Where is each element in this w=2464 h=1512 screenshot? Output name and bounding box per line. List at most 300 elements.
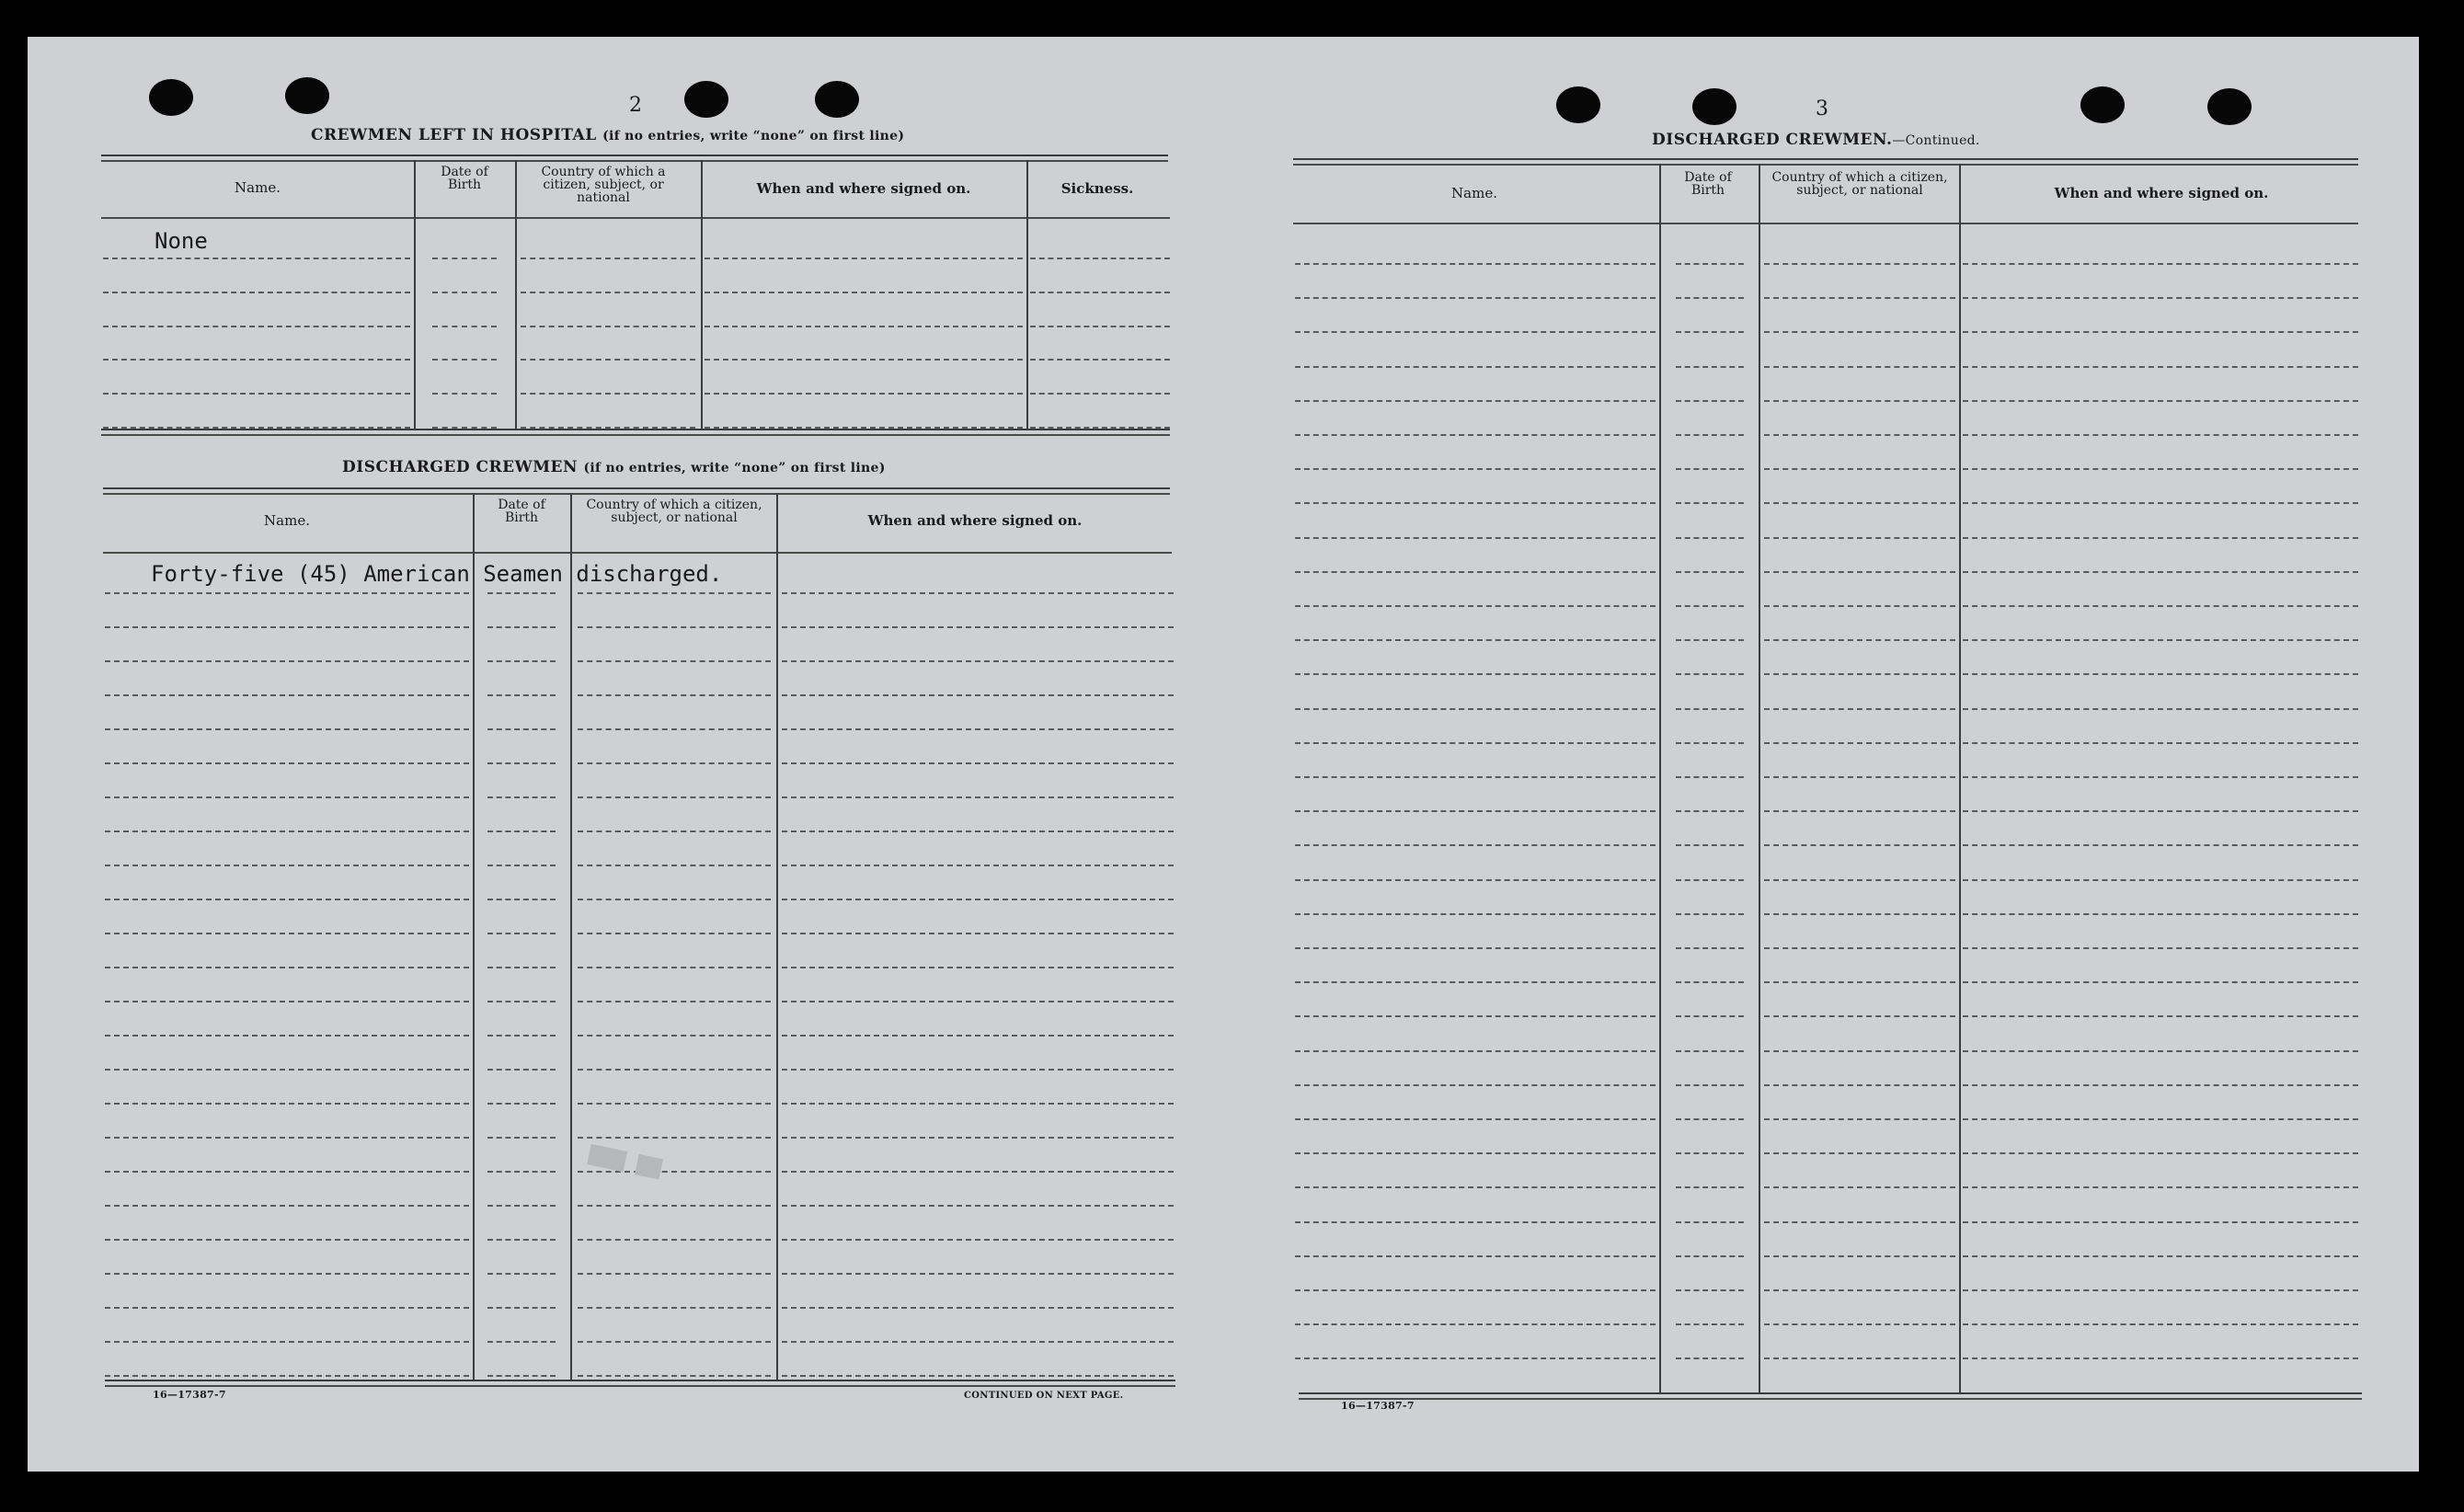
ruled-line [782, 1341, 1174, 1343]
ruled-line [1764, 1015, 1955, 1017]
form-number: 16—17387-7 [1341, 1400, 1415, 1412]
ruled-line [1676, 605, 1744, 607]
ruled-line [1676, 776, 1744, 778]
ruled-line [1963, 708, 2358, 710]
punch-hole [149, 79, 193, 116]
ruled-line [487, 1341, 556, 1343]
ruled-line [782, 592, 1174, 594]
ruled-line [1963, 1050, 2358, 1052]
ruled-line [105, 1069, 469, 1071]
ruled-line [705, 258, 1023, 259]
right-header-dob: Date of Birth [1684, 170, 1732, 198]
ruled-line [782, 933, 1174, 934]
ruled-line [1295, 1255, 1656, 1257]
ruled-line [1764, 947, 1955, 949]
ruled-line [1963, 947, 2358, 949]
ruled-line [1676, 263, 1744, 265]
ruled-line [1295, 537, 1656, 539]
ruled-line [105, 1375, 469, 1377]
ruled-line [1764, 1323, 1955, 1325]
ruled-line [487, 933, 556, 934]
ruled-line [1963, 844, 2358, 846]
ruled-line [105, 1205, 469, 1207]
ruled-line [1764, 537, 1955, 539]
ruled-line [105, 1171, 469, 1173]
ruled-line [1295, 913, 1656, 915]
rule [101, 160, 1168, 162]
hospital-header-name: Name. [235, 179, 281, 196]
ruled-line [1676, 1050, 1744, 1052]
right-title-text: DISCHARGED CREWMEN. [1652, 131, 1893, 149]
ruled-line [782, 1205, 1174, 1207]
hospital-title-note: (if no entries, write “none” on first line) [602, 129, 905, 143]
ruled-line [1295, 776, 1656, 778]
rule [1293, 164, 2358, 166]
ruled-line [1295, 434, 1656, 436]
ruled-line [1764, 297, 1955, 299]
ruled-line [487, 1205, 556, 1207]
rule [101, 155, 1168, 156]
rule [1299, 1392, 2362, 1394]
rule [101, 434, 1170, 436]
page-number: 2 [629, 94, 642, 117]
ruled-line [578, 694, 771, 696]
discharged-title-note: (if no entries, write “none” on first line) [583, 461, 886, 475]
ruled-line [1764, 502, 1955, 504]
ruled-line [1676, 947, 1744, 949]
ruled-line [578, 967, 771, 968]
column-divider [776, 493, 778, 1380]
rule [103, 493, 1170, 495]
discharged-header-country: Country of which a citizen, subject, or national [586, 498, 762, 525]
ruled-line [1963, 1323, 2358, 1325]
ruled-line [1963, 673, 2358, 675]
column-divider [701, 160, 703, 429]
column-divider [1026, 160, 1028, 429]
ruled-line [705, 292, 1023, 293]
ruled-line [578, 1137, 771, 1139]
ruled-line [782, 1171, 1174, 1173]
ruled-line [782, 1137, 1174, 1139]
ruled-line [432, 393, 497, 395]
ruled-line [103, 326, 410, 327]
ruled-line [521, 258, 695, 259]
ruled-line [521, 359, 695, 361]
rule [103, 552, 1172, 554]
ruled-line [1676, 810, 1744, 812]
ruled-line [1963, 981, 2358, 983]
punch-hole [1692, 88, 1736, 125]
ruled-line [578, 1375, 771, 1377]
ruled-line [1764, 1221, 1955, 1223]
ruled-line [1676, 1357, 1744, 1359]
ruled-line [1764, 1084, 1955, 1086]
ruled-line [1963, 810, 2358, 812]
ruled-line [105, 1273, 469, 1275]
ruled-line [1676, 297, 1744, 299]
continued-note: CONTINUED ON NEXT PAGE. [964, 1391, 1124, 1401]
ruled-line [1295, 708, 1656, 710]
ruled-line [487, 1069, 556, 1071]
ruled-line [1295, 468, 1656, 470]
column-divider [570, 493, 572, 1380]
ruled-line [578, 865, 771, 866]
ruled-line [432, 326, 497, 327]
ruled-line [105, 728, 469, 730]
ruled-line [1295, 1050, 1656, 1052]
ruled-line [1295, 1221, 1656, 1223]
ruled-line [1295, 1152, 1656, 1154]
ruled-line [1764, 1357, 1955, 1359]
ruled-line [1295, 981, 1656, 983]
ruled-line [487, 1307, 556, 1309]
ruled-line [1764, 434, 1955, 436]
ruled-line [1295, 502, 1656, 504]
ruled-line [487, 592, 556, 594]
ruled-line [1963, 1221, 2358, 1223]
ruled-line [105, 899, 469, 900]
ruled-line [578, 1239, 771, 1241]
right-header-name: Name. [1451, 185, 1497, 201]
ruled-line [1963, 1255, 2358, 1257]
ruled-line [105, 865, 469, 866]
ruled-line [1676, 1015, 1744, 1017]
ruled-line [1676, 366, 1744, 368]
discharged-first-entry: Forty-five (45) American Seamen discharged. [151, 561, 723, 587]
ruled-line [521, 326, 695, 327]
ruled-line [578, 796, 771, 798]
ruled-line [578, 1001, 771, 1002]
ruled-line [578, 1035, 771, 1037]
ruled-line [1764, 742, 1955, 744]
ruled-line [1676, 981, 1744, 983]
ruled-line [1963, 297, 2358, 299]
ruled-line [487, 660, 556, 662]
ruled-line [782, 660, 1174, 662]
ruled-line [1295, 400, 1656, 402]
ruled-line [1764, 571, 1955, 573]
punch-hole [1556, 86, 1600, 123]
ruled-line [1963, 1357, 2358, 1359]
discharged-title-text: DISCHARGED CREWMEN [342, 458, 579, 476]
ruled-line [578, 1171, 771, 1173]
ruled-line [1295, 810, 1656, 812]
ruled-line [487, 1035, 556, 1037]
ruled-line [105, 1239, 469, 1241]
ruled-line [487, 796, 556, 798]
ruled-line [105, 1035, 469, 1037]
ruled-line [1963, 331, 2358, 333]
ruled-line [578, 899, 771, 900]
ruled-line [578, 1341, 771, 1343]
ruled-line [487, 694, 556, 696]
ruled-line [1764, 1289, 1955, 1291]
ruled-line [1295, 1357, 1656, 1359]
ruled-line [1963, 1015, 2358, 1017]
ruled-line [1764, 1050, 1955, 1052]
ruled-line [487, 830, 556, 832]
right-header-country: Country of which a citizen, subject, or national [1771, 170, 1948, 198]
ruled-line [782, 796, 1174, 798]
ruled-line [487, 762, 556, 764]
ruled-line [1295, 1186, 1656, 1188]
ruled-line [782, 1103, 1174, 1105]
ruled-line [432, 359, 497, 361]
ruled-line [578, 1307, 771, 1309]
ruled-line [1295, 263, 1656, 265]
ruled-line [103, 258, 410, 259]
ruled-line [1030, 258, 1170, 259]
ruled-line [1764, 673, 1955, 675]
ruled-line [578, 1069, 771, 1071]
ruled-line [1676, 879, 1744, 881]
ruled-line [487, 1273, 556, 1275]
column-divider [515, 160, 517, 429]
ruled-line [1676, 468, 1744, 470]
ruled-line [1676, 1221, 1744, 1223]
ruled-line [1963, 1152, 2358, 1154]
ruled-line [1676, 913, 1744, 915]
ruled-line [1764, 1118, 1955, 1120]
ruled-line [1676, 1118, 1744, 1120]
ruled-line [487, 865, 556, 866]
ruled-line [1295, 331, 1656, 333]
discharged-header-signed-on: When and where signed on. [867, 512, 1083, 529]
ruled-line [1764, 1255, 1955, 1257]
ruled-line [487, 899, 556, 900]
punch-hole [815, 81, 859, 118]
ruled-line [578, 933, 771, 934]
ruled-line [105, 933, 469, 934]
ruled-line [105, 592, 469, 594]
ruled-line [782, 728, 1174, 730]
ruled-line [1963, 1289, 2358, 1291]
ruled-line [578, 626, 771, 628]
ruled-line [1676, 502, 1744, 504]
ruled-line [1676, 571, 1744, 573]
rule [1293, 223, 2358, 224]
ruled-line [782, 830, 1174, 832]
ruled-line [1295, 1118, 1656, 1120]
ruled-line [1295, 844, 1656, 846]
ruled-line [782, 865, 1174, 866]
ruled-line [1963, 742, 2358, 744]
discharged-header-name: Name. [264, 512, 310, 529]
ruled-line [105, 762, 469, 764]
ruled-line [1963, 502, 2358, 504]
ruled-line [487, 1375, 556, 1377]
ruled-line [1295, 1323, 1656, 1325]
right-section-title [1652, 131, 1980, 149]
ruled-line [1676, 742, 1744, 744]
ruled-line [782, 1069, 1174, 1071]
ruled-line [578, 1103, 771, 1105]
punch-hole [285, 77, 329, 114]
ruled-line [1676, 1323, 1744, 1325]
ruled-line [578, 1273, 771, 1275]
ruled-line [1676, 537, 1744, 539]
ruled-line [1963, 1186, 2358, 1188]
hospital-header-dob: Date of Birth [441, 165, 488, 192]
rule [105, 1380, 1175, 1381]
ruled-line [1295, 947, 1656, 949]
ruled-line [1676, 639, 1744, 641]
ruled-line [782, 1273, 1174, 1275]
ruled-line [105, 626, 469, 628]
ruled-line [105, 1001, 469, 1002]
ruled-line [1676, 708, 1744, 710]
ruled-line [1030, 393, 1170, 395]
ruled-line [1764, 468, 1955, 470]
ruled-line [487, 1239, 556, 1241]
ruled-line [1295, 605, 1656, 607]
ruled-line [1295, 1289, 1656, 1291]
ruled-line [105, 1103, 469, 1105]
ruled-line [103, 359, 410, 361]
rule [1293, 158, 2358, 160]
punch-hole [2207, 88, 2252, 125]
ruled-line [782, 1375, 1174, 1377]
right-title-suffix: —Continued. [1892, 133, 1980, 148]
rule [105, 1385, 1175, 1387]
ruled-line [1295, 1084, 1656, 1086]
ruled-line [1963, 639, 2358, 641]
ruled-line [105, 1137, 469, 1139]
hospital-first-entry: None [155, 228, 208, 254]
ruled-line [1963, 776, 2358, 778]
ruled-line [705, 393, 1023, 395]
ruled-line [1676, 1084, 1744, 1086]
ruled-line [1295, 366, 1656, 368]
ruled-line [521, 292, 695, 293]
hospital-header-sickness: Sickness. [1060, 180, 1134, 197]
ruled-line [1963, 1118, 2358, 1120]
ruled-line [1764, 605, 1955, 607]
ruled-line [1764, 1186, 1955, 1188]
ruled-line [487, 1001, 556, 1002]
rule [101, 217, 1170, 219]
ruled-line [1764, 708, 1955, 710]
ruled-line [1676, 1289, 1744, 1291]
ruled-line [1764, 1152, 1955, 1154]
ruled-line [1295, 571, 1656, 573]
ruled-line [105, 967, 469, 968]
ruled-line [1676, 331, 1744, 333]
hospital-title-text: CREWMEN LEFT IN HOSPITAL [311, 126, 597, 144]
ruled-line [578, 592, 771, 594]
rule [101, 429, 1170, 430]
ruled-line [1963, 366, 2358, 368]
rule [103, 487, 1170, 489]
ruled-line [578, 762, 771, 764]
ruled-line [1295, 639, 1656, 641]
column-divider [1959, 164, 1961, 1392]
ruled-line [1764, 810, 1955, 812]
ruled-line [1963, 263, 2358, 265]
ruled-line [105, 796, 469, 798]
ruled-line [705, 326, 1023, 327]
ruled-line [1295, 297, 1656, 299]
ruled-line [1764, 263, 1955, 265]
ruled-line [487, 626, 556, 628]
ruled-line [487, 1171, 556, 1173]
ruled-line [1676, 1186, 1744, 1188]
ruled-line [1030, 359, 1170, 361]
ruled-line [782, 626, 1174, 628]
ruled-line [1963, 468, 2358, 470]
ruled-line [1764, 400, 1955, 402]
ruled-line [782, 967, 1174, 968]
ruled-line [1676, 673, 1744, 675]
ruled-line [782, 1239, 1174, 1241]
ruled-line [1295, 1015, 1656, 1017]
rule [1299, 1398, 2362, 1400]
ruled-line [1963, 400, 2358, 402]
ruled-line [782, 694, 1174, 696]
ruled-line [103, 292, 410, 293]
ruled-line [782, 1307, 1174, 1309]
punch-hole [2080, 86, 2125, 123]
ruled-line [103, 393, 410, 395]
ruled-line [1764, 913, 1955, 915]
ruled-line [487, 967, 556, 968]
ruled-line [1764, 981, 1955, 983]
hospital-header-country: Country of which a citizen, subject, or national [541, 165, 666, 205]
ruled-line [1676, 400, 1744, 402]
ruled-line [1295, 673, 1656, 675]
ruled-line [1764, 331, 1955, 333]
ruled-line [432, 292, 497, 293]
discharged-section-title [342, 458, 886, 476]
ruled-line [1676, 1255, 1744, 1257]
ruled-line [1676, 844, 1744, 846]
ruled-line [1963, 537, 2358, 539]
ruled-line [782, 1035, 1174, 1037]
ruled-line [432, 258, 497, 259]
ruled-line [105, 830, 469, 832]
ruled-line [1963, 605, 2358, 607]
ruled-line [1963, 571, 2358, 573]
column-divider [1659, 164, 1661, 1392]
ruled-line [578, 660, 771, 662]
ruled-line [1676, 434, 1744, 436]
ruled-line [578, 830, 771, 832]
ruled-line [521, 393, 695, 395]
ruled-line [1764, 879, 1955, 881]
ruled-line [578, 728, 771, 730]
ruled-line [105, 1307, 469, 1309]
hospital-header-signed-on: When and where signed on. [756, 180, 971, 197]
ruled-line [1963, 879, 2358, 881]
ruled-line [1764, 776, 1955, 778]
column-divider [414, 160, 416, 429]
ruled-line [487, 1103, 556, 1105]
ruled-line [105, 694, 469, 696]
ruled-line [1764, 639, 1955, 641]
faint-stamp-mark: ▇▇▇ ▇▇ [587, 1142, 664, 1180]
ruled-line [1963, 434, 2358, 436]
discharged-header-dob: Date of Birth [498, 498, 545, 525]
punch-hole [684, 81, 728, 118]
ruled-line [105, 660, 469, 662]
ruled-line [782, 1001, 1174, 1002]
right-header-signed-on: When and where signed on. [2054, 185, 2269, 201]
column-divider [473, 493, 475, 1380]
ruled-line [1030, 326, 1170, 327]
ruled-line [1295, 879, 1656, 881]
ruled-line [782, 899, 1174, 900]
form-number: 16—17387-7 [153, 1389, 226, 1401]
